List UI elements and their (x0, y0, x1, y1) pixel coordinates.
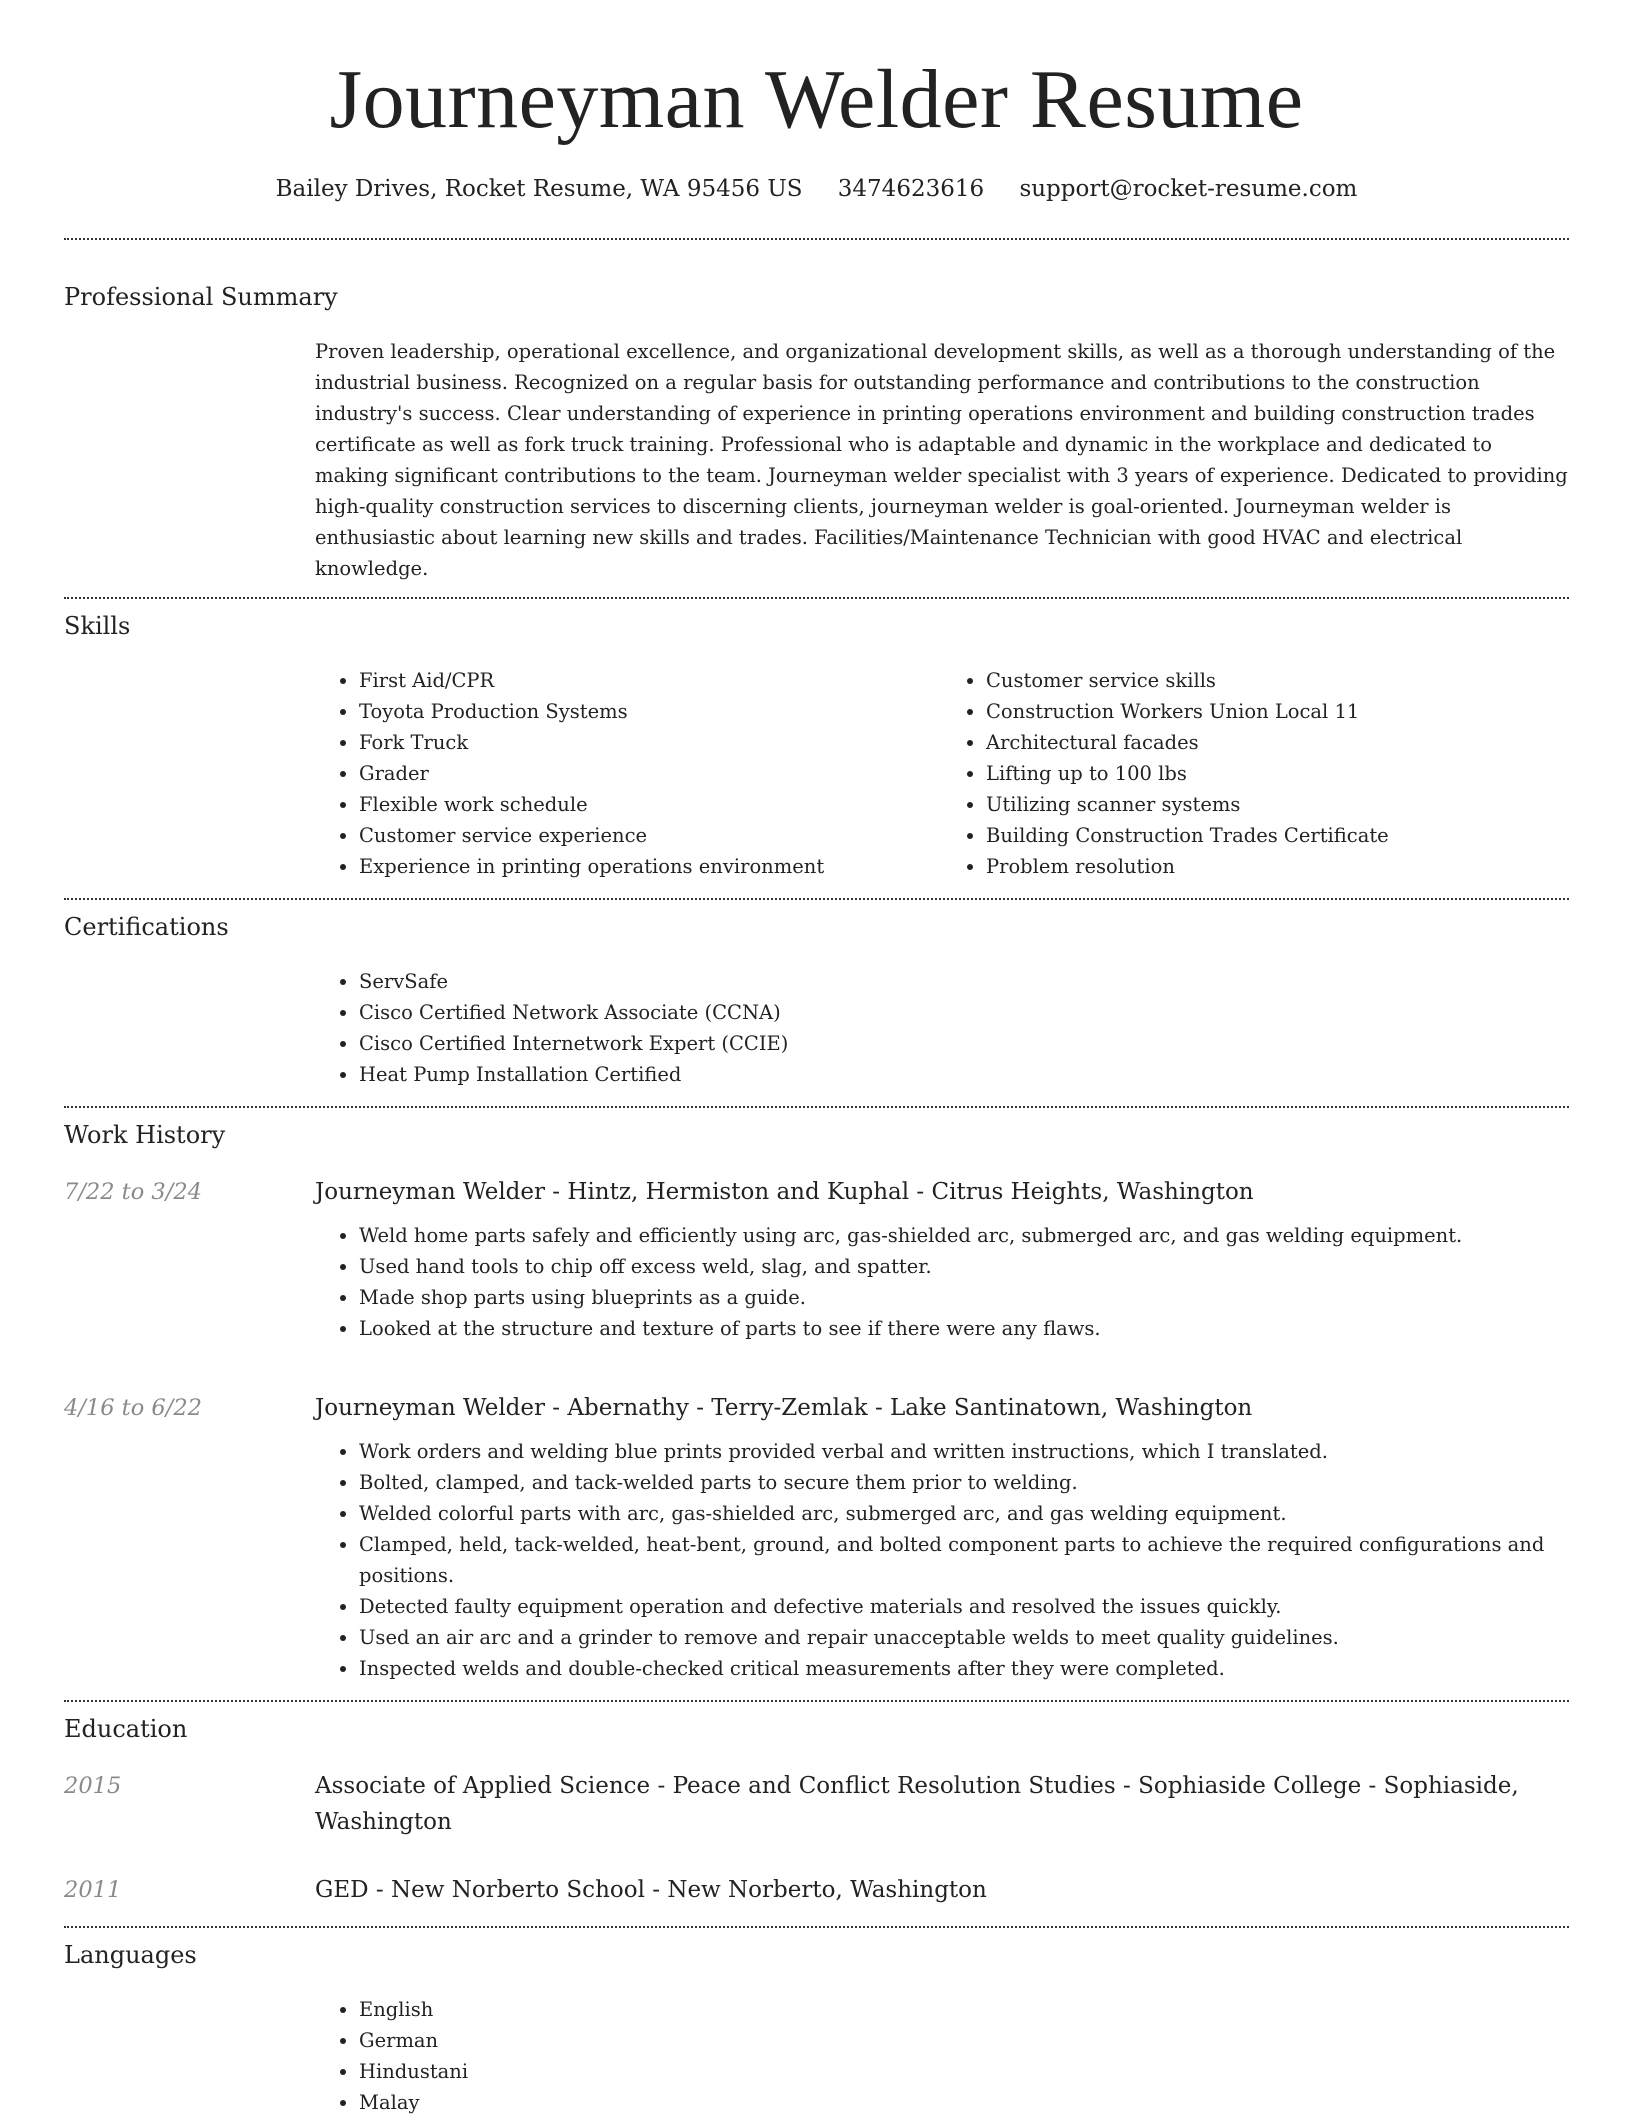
languages-heading: Languages (64, 1941, 197, 1969)
job-heading: Journeyman Welder - Abernathy - Terry-Zemlak - Lake Santinatown, Washington (315, 1395, 1253, 1421)
list-item: • Construction Workers Union Local 11 (986, 696, 1569, 727)
list-item: • Building Construction Trades Certificate (986, 820, 1569, 851)
education-year: 2011 (64, 1877, 122, 1903)
section-divider (64, 238, 1569, 240)
list-item: • Used hand tools to chip off excess weld, slag, and spatter. (359, 1251, 1569, 1282)
list-item: • Flexible work schedule (359, 789, 942, 820)
list-item: • Customer service experience (359, 820, 942, 851)
list-item: • Clamped, held, tack-welded, heat-bent, ground, and bolted component parts to achieve the required configurations and positions. (359, 1529, 1569, 1591)
certifications-list (315, 966, 1569, 1090)
job-dates: 4/16 to 6/22 (64, 1395, 202, 1421)
list-item: • Welded colorful parts with arc, gas-shielded arc, submerged arc, and gas welding equipment. (359, 1498, 1569, 1529)
job-heading: Journeyman Welder - Hintz, Hermiston and Kuphal - Citrus Heights, Washington (315, 1179, 1254, 1205)
section-divider (64, 1106, 1569, 1108)
list-item: • Bolted, clamped, and tack-welded parts to secure them prior to welding. (359, 1467, 1569, 1498)
skills-list-right (942, 665, 1569, 882)
skills-heading: Skills (64, 612, 131, 640)
list-item: • Made shop parts using blueprints as a guide. (359, 1282, 1569, 1313)
list-item: • First Aid/CPR (359, 665, 942, 696)
list-item: • Weld home parts safely and efficiently using arc, gas-shielded arc, submerged arc, and gas welding equipment. (359, 1220, 1569, 1251)
list-item: • Experience in printing operations environment (359, 851, 942, 882)
languages-list (315, 1994, 1569, 2118)
list-item: • Toyota Production Systems (359, 696, 942, 727)
section-divider (64, 898, 1569, 900)
section-divider (64, 1926, 1569, 1928)
list-item: • Cisco Certified Network Associate (CCNA) (359, 997, 1569, 1028)
contact-phone: 3474623616 (837, 176, 985, 202)
list-item: • Inspected welds and double-checked critical measurements after they were completed. (359, 1653, 1569, 1684)
list-item: • Malay (359, 2087, 1569, 2118)
list-item: • Lifting up to 100 lbs (986, 758, 1569, 789)
contact-email: support@rocket-resume.com (1019, 176, 1358, 202)
job-entry (64, 1390, 1569, 1684)
list-item: • Problem resolution (986, 851, 1569, 882)
list-item: • Work orders and welding blue prints provided verbal and written instructions, which I translated. (359, 1436, 1569, 1467)
job-bullets (315, 1436, 1569, 1684)
list-item: • Architectural facades (986, 727, 1569, 758)
list-item: • Customer service skills (986, 665, 1569, 696)
list-item: • Used an air arc and a grinder to remove and repair unacceptable welds to meet quality guidelines. (359, 1622, 1569, 1653)
summary-text: Proven leadership, operational excellence, and organizational development skills, as well as a thorough understanding of the industrial business. Recognized on a regular basis for outstanding performance and contributions to the construction industry's success. Clear understanding of experience in printing operations environment and building construction trades certificate as well as fork truck training. Professional who is adaptable and dynamic in the workplace and dedicated to making significant contributions to the team. Journeyman welder specialist with 3 years of experience. Dedicated to providing high-quality construction services to discerning clients, journeyman welder is goal-oriented. Journeyman welder is enthusiastic about learning new skills and trades. Facilities/Maintenance Technician with good HVAC and electrical knowledge. (315, 340, 1568, 580)
section-divider (64, 597, 1569, 599)
section-divider (64, 1700, 1569, 1702)
list-item: • Looked at the structure and texture of parts to see if there were any flaws. (359, 1313, 1569, 1344)
skills-list-left (315, 665, 942, 882)
education-text: GED - New Norberto School - New Norberto, Washington (315, 1877, 987, 1903)
certifications-heading: Certifications (64, 913, 229, 941)
list-item: • English (359, 1994, 1569, 2025)
list-item: • Grader (359, 758, 942, 789)
languages-section (64, 1940, 1569, 2118)
education-section (64, 1714, 1569, 1908)
contact-line (64, 174, 1569, 204)
list-item: • Fork Truck (359, 727, 942, 758)
skills-section (64, 611, 1569, 882)
certifications-section (64, 912, 1569, 1090)
list-item: • Heat Pump Installation Certified (359, 1059, 1569, 1090)
list-item: • ServSafe (359, 966, 1569, 997)
certifications-body (315, 966, 1569, 1090)
education-entry (64, 1872, 1569, 1908)
list-item: • Detected faulty equipment operation and defective materials and resolved the issues quickly. (359, 1591, 1569, 1622)
contact-address: Bailey Drives, Rocket Resume, WA 95456 US (275, 176, 803, 202)
job-dates: 7/22 to 3/24 (64, 1179, 202, 1205)
skills-columns (315, 665, 1569, 882)
languages-body (315, 1994, 1569, 2118)
resume-page (64, 0, 1569, 2118)
job-entry (64, 1174, 1569, 1344)
list-item: • Utilizing scanner systems (986, 789, 1569, 820)
list-item: • Hindustani (359, 2056, 1569, 2087)
education-entry (64, 1768, 1569, 1840)
education-heading: Education (64, 1715, 188, 1743)
summary-section (64, 282, 1569, 584)
list-item: • Cisco Certified Internetwork Expert (CCIE) (359, 1028, 1569, 1059)
work-heading: Work History (64, 1121, 226, 1149)
education-text: Associate of Applied Science - Peace and Conflict Resolution Studies - Sophiaside College - Sophiaside, Washington (315, 1773, 1519, 1835)
resume-title: Journeyman Welder Resume (329, 53, 1304, 146)
education-year: 2015 (64, 1773, 122, 1799)
list-item: • German (359, 2025, 1569, 2056)
job-bullets (315, 1220, 1569, 1344)
summary-heading: Professional Summary (64, 283, 338, 311)
work-section (64, 1120, 1569, 1684)
